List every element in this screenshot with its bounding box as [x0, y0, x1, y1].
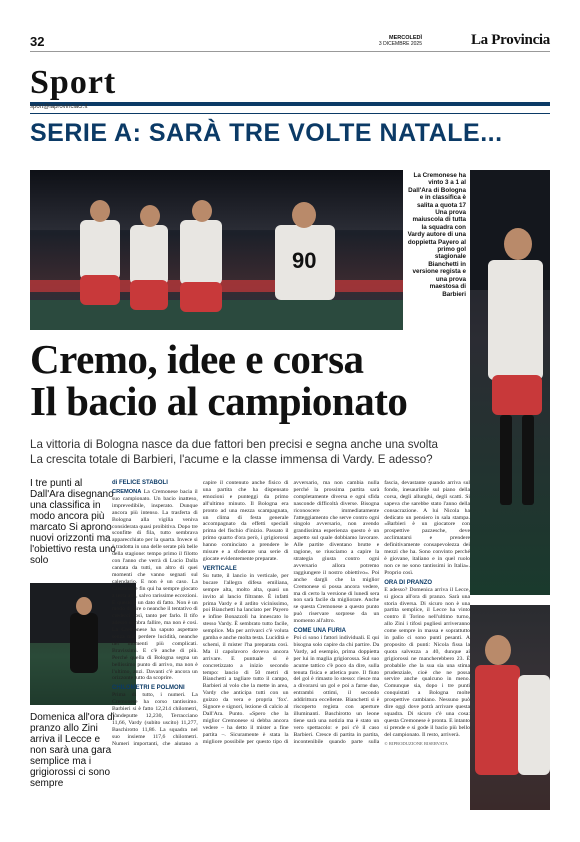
- article-body: [112, 480, 470, 810]
- player-leg: [522, 415, 534, 505]
- player-head: [485, 635, 511, 665]
- player-leg: [500, 415, 512, 505]
- issue-date: [379, 35, 422, 47]
- pull-quote-bottom: Domenica all'ora di pranzo allo Zini arriva il Lecce e non sarà una gara semplice ma i grigiorossi ci sono sempre: [30, 712, 115, 789]
- deck-subheadline: [30, 437, 470, 467]
- player-figure: [130, 225, 168, 285]
- article-paragraph: Poi ci sono i fattori individuali. E qui bisogna solo capire da chi partire. Da Vardy, ad esempio, prima doppietta per lui in maglia grigiorossa. Sul suo acume tattico c'è poco da dire, sulla tenuta fisica e atletica pure. Il fiuto del gol è rimasto lo stesso: riesce ma a divorarsi un gol e poi a farne due, entrambi ottimi, il secondo addirittura eccellente. Bianchetti si è riscoperto regista con aperture illuminanti. Baschirotto un leone tiene sarà una notizia ma è stato un vero spettacolo: e poi c'è il caso Barbieri. Cresce di partita in partita, incontenibile quando parte sulla fascia, devastante quando arriva sul fondo, inesauribile sul piano della corsa, degli allunghi, degli scatti. Si sapeva che sarebbe stato l'anno della consacrazione. A lui Nicola ha dedicato un pensiero in sala stampa. «Barbieri è un giocatore con prospettive pazzesche, deve acclimatarsi e prendere definitivamente consapevolezza dei mezzi che ha. Sono convinto perché è giovane, italiano e in quel ruolo non ce ne sono tantissimi in Italia». Proprio così.: [293, 480, 470, 745]
- main-headline: [30, 338, 470, 422]
- section-divider: [30, 102, 550, 106]
- player-shorts: [130, 280, 168, 310]
- player-figure: [475, 665, 520, 775]
- article-byline: di FELICE STABOLI: [112, 480, 168, 486]
- issue-day: 3 DICEMBRE 2025: [378, 41, 422, 47]
- page-number: 32: [30, 34, 45, 49]
- player-shorts: [180, 282, 222, 312]
- headline-line-1: Cremo, idee e corsa: [30, 336, 364, 382]
- celebration-photo: [470, 605, 550, 810]
- deck-line-2: La crescita totale di Barbieri, l'acume e la classe immensa di Vardy. E adesso?: [30, 453, 433, 466]
- player-figure: [180, 220, 222, 285]
- player-head: [292, 202, 316, 228]
- player-figure: [488, 260, 543, 380]
- article-subheading: COME UNA FURIA: [293, 628, 346, 635]
- article-paragraph: Su tutte, il lancio in verticale, per bucare l'allegra difesa emiliana, sempre alta, molto alta, quasi un invito al lancio filtrante. È infatti prima Vardy e il ardito vicinissimo, poi Bianchetti ha lanciato per Payero e infine Bonazzoli ha innescato lo stesso Vardy. È sembrato tutto facile, semplice. Ma per arrivarci c'è voluta gamba e anche molta testa. Lucidità e schemi, il mister l'ha preparata così. Ma il capolavoro doveva ancora arrivare. E puntuale si è concretizzato a inizio secondo tempo: lancio di 50 metri di Bianchetti a tagliare tutto il campo, Barbieri al volo che la mette in area, Vardy che anticipa tutti con un guizzo da vera e propria 'fox'. Signore e signori, lezione di calcio al Dall'Ara. Punto. «Spero che la miglior Cremonese si debba ancora vedere – ha detto il mister a fine partita –. Sicuramente è stata la migliore possibile per questo tipo di avversario, ma non cambia nulla perché la prossima partita sarà completamente diversa e ogni sfida nasconde difficoltà diverse. Bisogna riconoscere immediatamente l'atteggiamento che serve contro ogni singolo avversario, non avendo grandissima esperienza questo è un aspetto sul quale dobbiamo lavorare. Alle partite diventano brutte e ragione, se riusciamo a capire la strategia giusta contro ogni avversario allora potremo raggiungere il nostro obiettivo». Poi anche dargli che la miglior Cremonese si possa ancora vedere, ma di certo la versione di lunedì sera non sarà facile da migliorare. Anche se questa Cremonese a questo punto può riservare sorprese da un momento all'altro.: [202, 480, 380, 745]
- section-rule: [30, 113, 550, 114]
- copyright-note: © RIPRODUZIONE RISERVATA: [384, 740, 448, 746]
- article-paragraph: E adesso? Domenica arriva il Lecce, si gioca all'ora di pranzo. Sarà una storia diversa. Di sicuro non è una partita semplice, il Lecce ha vinto contro il Torino nell'ultimo turno, allo Zini i tifosi pugliesi arriveranno come sempre in massa e soprattutto in palio ci sono punti pesanti. A proposito di punti: Nicola fissa la quota salvezza a 40, dunque ai grigiorossi ne mancherebbero 23. È probabile che la sua sia una stima prudenziale, cioè che ne possa servire anche qualcuno in meno. Comunque sia, dopo i tre punti conquistati a Bologna molte prospettive cambiano. Nessuno può dire oggi dove potrà arrivare questa squadra. Di sicuro c'è una cosa: questa Cremonese è pronta. E intanto si prende e si gode il bacio più bello del campionato. Il resto, arriverà.: [384, 586, 470, 738]
- player-head: [140, 205, 160, 227]
- article-paragraph: Prima di tutto, i numeri. La Cremonese ha corso tantissimo. Barbieri si è fatto 12,214 chilometri, Vandeputte 12,230, Terracciano 11,66, Vardy (subito uscito) 11,277, Baschirotto 11,86. La squadra nel suo insieme 117,6 chilometri. Numeri importanti, che aiutano a capire il contenuto anche fisico di una partita che ha dispensato emozioni e punteggi da primo all'ultimo minuto. Il Bologna era pronto ad una mezza scampagnata, un clima di festa generale accompagnato da effetti speciali prima del fischio d'inizio. Passato il primo quarto d'ora però, i grigiorossi hanno cominciato a prendere le misure e a sfoderare una serie di giocate evidentemente preparate.: [112, 480, 289, 747]
- player-shorts: [492, 375, 542, 415]
- pull-quote-top: I tre punti al Dall'Ara disegnano una classifica in modo ancora più marcato Si aprono nuovi orizzonti ma l'obiettivo resta uno solo: [30, 478, 116, 566]
- player-head: [504, 228, 532, 260]
- article-paragraph: CREMONA La Cremonese bacia il suo campionato. Un bacio inatteso, imprevedibile, insperato. Dunque ancora più intenso. La trasferta di Bologna alla vigilia veniva considerata quasi proibitiva. Dopo tre sconfitte di fila, tutto sembrava apparecchiato per la quarta. Invece si è tradotta in una delle serate più belle della stagione: tempo primo il filotto con l'anno che verrà di Lucio Dalla cantata da tutti, un altro di quei momenti che vanno segnati sul calendario. E non è un caso. La Cremonese fin qui ha sempre giocato a testa alta, salvo rarissime eccezioni. E questo è un dato di fatto. Non è un modo di dire o neanche il tentativo di crederci così, tanto per farlo. Il tifo adesso sembra fallire, ma non è così. La Cremonese ha saputo aspettare senza mai perdere lucidità, neanche nei momenti più complicati. Bravissimi. E c'è anche di più. Perché quella di Bologna segna un bellissimo punto di arrivo, ma non è l'ultimo, anzi. Davanti c'è ancora un orizzonte tutto da scoprire.: [112, 489, 198, 682]
- page-header: [30, 34, 550, 52]
- coach-figure: [70, 613, 98, 673]
- issue-weekday: MERCOLEDÌ: [389, 35, 422, 41]
- article-subheading: CHILOMETRI E POLMONI: [112, 685, 185, 692]
- side-photo: [470, 170, 550, 595]
- section-title: Sport: [30, 64, 117, 101]
- main-photo: [30, 170, 403, 330]
- player-head: [90, 200, 110, 222]
- article-subheading: VERTICALE: [202, 565, 237, 572]
- player-figure: [518, 675, 550, 775]
- kicker-headline: SERIE A: SARÀ TRE VOLTE NATALE...: [30, 119, 503, 147]
- player-shorts: [80, 275, 120, 305]
- photo-caption: La Cremonese ha vinto 3 a 1 al Dall'Ara di Bologna e in classifica è salita a quota 17 Una prova maiuscola di tutta la squadra con Vardy autore di una doppietta Payero al primo gol stagionale Bianchetti in versione regista e una prova maestosa di Barbieri: [407, 172, 466, 298]
- masthead-logo: La Provincia: [470, 32, 550, 48]
- player-figure: [80, 220, 120, 280]
- player-head: [192, 200, 212, 222]
- headline-line-2: Il bacio al campionato: [30, 378, 408, 424]
- coach-head: [76, 597, 92, 615]
- article-dateline: CREMONA: [112, 489, 142, 495]
- article-subheading: ORA DI PRANZO: [384, 579, 433, 586]
- section-email: sport@laprovinciacr.it: [30, 104, 88, 110]
- deck-line-1: La vittoria di Bologna nasce da due fattori ben precisi e segna anche una svolta: [30, 438, 438, 451]
- jersey-number: 90: [292, 248, 317, 273]
